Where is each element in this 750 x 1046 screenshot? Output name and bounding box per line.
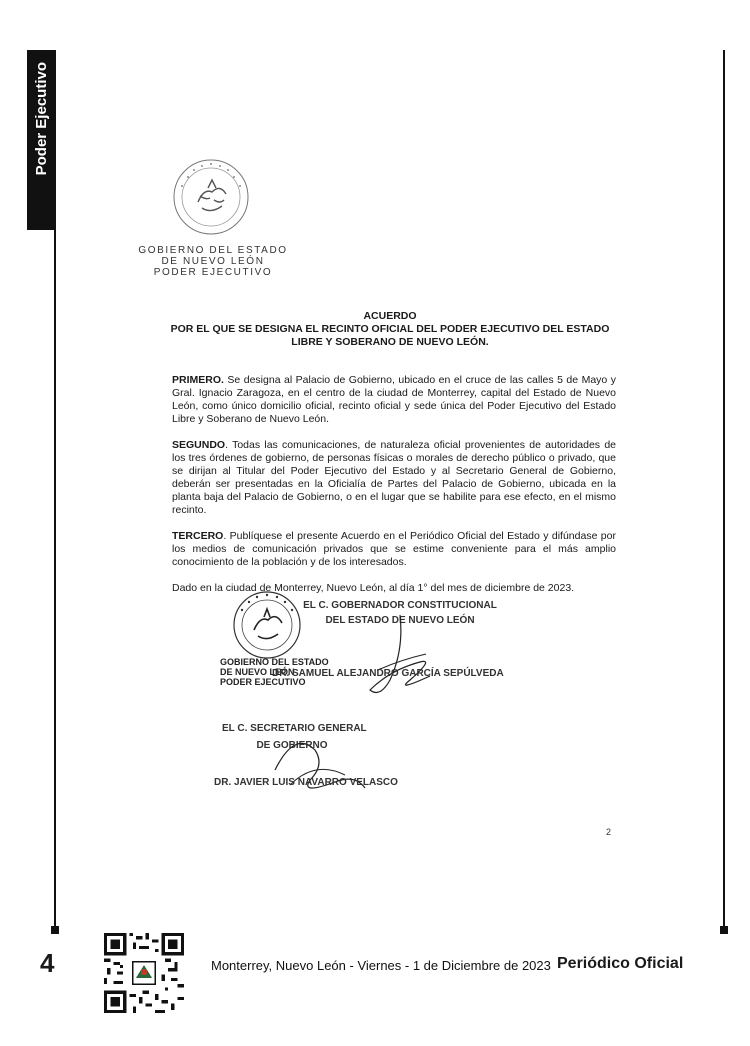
secretary-name: DR. JAVIER LUIS NAVARRO VELASCO (214, 777, 398, 788)
left-rule-end-marker (51, 926, 59, 934)
section-tab-label: Poder Ejecutivo (33, 62, 50, 176)
article-tercero (172, 530, 616, 569)
mexican-coat-of-arms-seal-icon (172, 158, 250, 236)
stamp-line: PODER EJECUTIVO (220, 677, 306, 687)
title-line: POR EL QUE SE DESIGNA EL RECINTO OFICIAL DEL PODER EJECUTIVO DEL ESTADO (170, 323, 610, 335)
article-primero (172, 374, 616, 426)
article-text: . Publíquese el presente Acuerdo en el Periódico Oficial del Estado y difúndase por los medios de comunicación privados que se estime conveniente para el más amplio conocimiento de la población y de los interesados. (172, 530, 616, 568)
letterhead-government-name (138, 245, 288, 278)
article-segundo (172, 439, 616, 517)
title-line: ACUERDO (363, 310, 417, 322)
signature-title-line: EL C. GOBERNADOR CONSTITUCIONAL (303, 600, 497, 611)
governor-name: DR. SAMUEL ALEJANDRO GARCÍA SEPÚLVEDA (272, 668, 504, 679)
signature-title-line: DEL ESTADO DE NUEVO LEÓN (325, 615, 475, 626)
governor-signature-scribble-icon (360, 610, 440, 700)
footer-location-date: Monterrey, Nuevo León - Viernes - 1 de Diciembre de 2023 (211, 958, 551, 973)
stamp-line: DE NUEVO LEÓN (220, 667, 295, 677)
official-stamp-seal-icon (232, 590, 302, 660)
article-text: . Todas las comunicaciones, de naturaleza oficial provenientes de autoridades de los tres órdenes de gobierno, de personas físicas o morales de derecho público o privado, que se dirijan al Titular del Poder Ejecutivo del Estado y al Secretario General de Gobierno, deberán ser presentadas en la Oficialía de Partes del Palacio de Gobierno, ubicada en la planta baja del Palacio de Gobierno, o en el lugar que se habilite para ese efecto, en el mismo recinto. (172, 439, 616, 516)
signature-title-line: DE GOBIERNO (256, 740, 328, 751)
document-body (172, 374, 616, 608)
publication-name: Periódico Oficial (557, 955, 684, 972)
letterhead-line: DE NUEVO LEÓN (161, 256, 265, 267)
article-text: Se designa al Palacio de Gobierno, ubicado en el cruce de las calles 5 de Mayo y Gral. Ignacio Zaragoza, en el centro de la ciudad de Monterrey, capital del Estado de Nuevo León, como único domicilio oficial, recinto oficial y sede única del Poder Ejecutivo del Estado Libre y Soberano de Nuevo León. (172, 374, 616, 425)
title-line: LIBRE Y SOBERANO DE NUEVO LEÓN. (291, 336, 489, 348)
article-lead: PRIMERO. (172, 374, 224, 386)
letterhead-line: GOBIERNO DEL ESTADO (138, 245, 288, 256)
page-number: 4 (40, 948, 55, 978)
section-tab (27, 50, 56, 230)
dated-statement: Dado en la ciudad de Monterrey, Nuevo León, al día 1° del mes de diciembre de 2023. (172, 582, 575, 594)
stamp-line: GOBIERNO DEL ESTADO (220, 657, 329, 667)
article-lead: TERCERO (172, 530, 224, 542)
secretary-signature-scribble-icon (255, 720, 375, 800)
letterhead-line: PODER EJECUTIVO (153, 267, 273, 278)
article-lead: SEGUNDO (172, 439, 226, 451)
right-margin-rule (723, 50, 725, 930)
document-title (150, 310, 630, 349)
signature-title-line: EL C. SECRETARIO GENERAL (222, 723, 367, 734)
inner-page-number: 2 (606, 827, 612, 837)
qr-code-icon[interactable] (104, 933, 184, 1013)
right-rule-end-marker (720, 926, 728, 934)
